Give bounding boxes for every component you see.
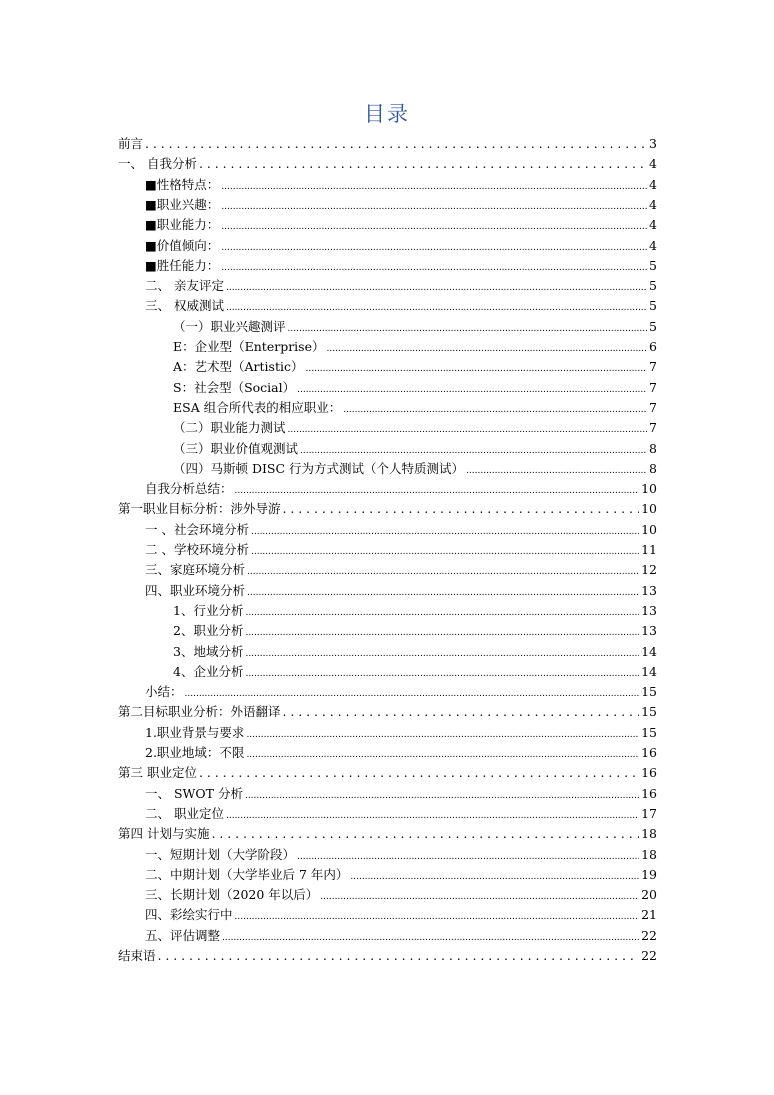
- toc-dot-leader: [283, 499, 640, 519]
- toc-dot-leader: [245, 644, 639, 664]
- toc-entry[interactable]: [145, 520, 657, 540]
- toc-entry-text: 第三 职业定位: [118, 765, 197, 781]
- toc-entry-page-number: 13: [641, 582, 657, 598]
- toc-entry[interactable]: [118, 763, 657, 783]
- toc-entry-page-number: 7: [649, 359, 657, 375]
- toc-entry-page-number: 15: [641, 704, 657, 720]
- toc-entry-page-number: 16: [641, 785, 657, 801]
- toc-entry[interactable]: [145, 885, 657, 905]
- toc-entry[interactable]: [145, 540, 657, 560]
- toc-entry[interactable]: [145, 682, 657, 702]
- toc-dot-leader: [306, 359, 648, 379]
- toc-dot-leader: [288, 319, 648, 339]
- toc-entry-text: 第二目标职业分析：外语翻译: [118, 704, 281, 720]
- toc-entry[interactable]: [145, 723, 657, 743]
- toc-dot-leader: [247, 583, 639, 603]
- toc-entry[interactable]: [145, 784, 657, 804]
- toc-dot-leader: [251, 542, 639, 562]
- toc-dot-leader: [235, 907, 640, 927]
- toc-dot-leader: [145, 134, 647, 154]
- toc-dot-leader: [466, 461, 647, 481]
- toc-entry[interactable]: [118, 154, 657, 174]
- toc-entry[interactable]: [173, 459, 657, 479]
- toc-entry-page-number: 10: [641, 501, 657, 517]
- toc-entry-text: A：艺术型（Artistic）: [173, 359, 304, 375]
- toc-dot-leader: [221, 197, 647, 217]
- toc-dot-leader: [221, 217, 647, 237]
- toc-dot-leader: [247, 562, 639, 582]
- toc-entry-text: 1.职业背景与要求: [145, 724, 245, 740]
- toc-entry-text: 小结：: [145, 684, 183, 700]
- toc-entry-text: ■价值倾向：: [145, 237, 220, 253]
- toc-dot-leader: [221, 258, 647, 278]
- toc-entry[interactable]: [145, 479, 657, 499]
- toc-entry-text: 3、地域分析: [173, 643, 244, 659]
- toc-entry[interactable]: [145, 804, 657, 824]
- toc-entry[interactable]: [145, 296, 657, 316]
- toc-entry[interactable]: [145, 560, 657, 580]
- toc-dot-leader: [221, 177, 647, 197]
- toc-entry-page-number: 7: [649, 420, 657, 436]
- toc-entry-page-number: 6: [649, 339, 657, 354]
- toc-entry-page-number: 22: [641, 927, 657, 943]
- toc-entry-text: 一、 自我分析: [118, 156, 197, 172]
- toc-entry[interactable]: [145, 195, 657, 215]
- toc-entry-page-number: 7: [649, 379, 657, 395]
- toc-entry-page-number: 20: [641, 887, 657, 903]
- toc-entry[interactable]: [118, 702, 657, 722]
- toc-entry-text: 结束语: [118, 948, 156, 963]
- toc-entry[interactable]: [145, 236, 657, 256]
- toc-entry-page-number: 21: [641, 907, 657, 923]
- toc-entry-page-number: 13: [641, 602, 657, 618]
- toc-title: 目录: [364, 102, 410, 126]
- toc-entry[interactable]: [145, 175, 657, 195]
- toc-dot-leader: [300, 441, 647, 461]
- toc-entry-page-number: 14: [641, 663, 657, 679]
- toc-entry[interactable]: [118, 499, 657, 519]
- toc-entry[interactable]: [173, 317, 657, 337]
- toc-entry-text: 四、彩绘实行中: [145, 907, 233, 923]
- toc-entry-text: 三、家庭环境分析: [145, 562, 246, 578]
- toc-entry-text: 二、中期计划（大学毕业后 7 年内）: [145, 866, 349, 882]
- toc-entry[interactable]: [145, 905, 657, 925]
- toc-entry-page-number: 14: [641, 643, 657, 659]
- toc-entry-text: 二、 职业定位: [145, 805, 224, 821]
- toc-entry-page-number: 4: [649, 176, 657, 192]
- toc-dot-leader: [226, 298, 647, 318]
- toc-entry[interactable]: [173, 418, 657, 438]
- toc-entry-text: 一、 SWOT 分析: [145, 785, 243, 801]
- toc-dot-leader: [211, 824, 639, 844]
- toc-dot-leader: [226, 806, 639, 826]
- toc-entry-text: 一 、社会环境分析: [145, 521, 249, 537]
- toc-entry-text: ■性格特点：: [145, 176, 220, 192]
- toc-dot-leader: [158, 946, 640, 966]
- toc-entry-page-number: 4: [649, 217, 657, 233]
- toc-entry[interactable]: [145, 256, 657, 276]
- toc-entry-text: （三）职业价值观测试: [173, 440, 299, 456]
- toc-dot-leader: [326, 339, 647, 359]
- toc-entry[interactable]: [118, 824, 657, 844]
- toc-entry-page-number: 7: [649, 399, 657, 415]
- toc-entry-text: S：社会型（Social）: [173, 379, 296, 395]
- toc-entry[interactable]: [173, 398, 657, 418]
- toc-dot-leader: [343, 400, 647, 420]
- toc-entry[interactable]: [145, 926, 657, 946]
- toc-entry-page-number: 5: [649, 318, 657, 334]
- toc-dot-leader: [297, 380, 647, 400]
- toc-dot-leader: [222, 928, 639, 948]
- toc-entry-page-number: 5: [649, 298, 657, 314]
- toc-entry[interactable]: [145, 276, 657, 296]
- toc-entry[interactable]: [173, 601, 657, 621]
- toc-entry-page-number: 15: [641, 724, 657, 740]
- toc-entry-text: （一）职业兴趣测评: [173, 318, 286, 334]
- toc-dot-leader: [199, 154, 647, 174]
- toc-entry-text: 四、职业环境分析: [145, 582, 246, 598]
- toc-dot-leader: [320, 887, 639, 907]
- toc-entry[interactable]: [145, 743, 657, 763]
- toc-entry-text: ■职业能力：: [145, 217, 220, 233]
- toc-dot-leader: [246, 745, 639, 765]
- toc-entry[interactable]: [173, 357, 657, 377]
- toc-entry[interactable]: [145, 865, 657, 885]
- toc-entry-page-number: 4: [649, 196, 657, 212]
- toc-entry[interactable]: [145, 845, 657, 865]
- toc-entry-page-number: 10: [641, 521, 657, 537]
- toc-entry[interactable]: [118, 134, 657, 154]
- toc-entry-text: 2.职业地域：不限: [145, 745, 245, 760]
- toc-entry-page-number: 18: [641, 846, 657, 862]
- toc-entry-text: 三、长期计划（2020 年以后）: [145, 887, 319, 903]
- toc-entry-text: ■职业兴趣：: [145, 196, 220, 212]
- toc-entry-page-number: 18: [641, 826, 657, 842]
- toc-entry-page-number: 17: [641, 805, 657, 821]
- toc-dot-leader: [288, 420, 648, 440]
- toc-entry-page-number: 5: [649, 257, 657, 273]
- toc-dot-leader: [245, 664, 639, 684]
- toc-entry-page-number: 11: [641, 542, 657, 557]
- toc-entry-text: 二、 亲友评定: [145, 278, 224, 294]
- toc-entry-text: （四）马斯顿 DISC 行为方式测试（个人特质测试）: [173, 460, 465, 476]
- toc-entry-text: 4、企业分析: [173, 663, 244, 679]
- toc-entry-text: （二）职业能力测试: [173, 420, 286, 436]
- toc-entry-page-number: 13: [641, 623, 657, 639]
- toc-entry-text: 前言: [118, 136, 144, 151]
- toc-entry-page-number: 16: [641, 765, 657, 781]
- toc-dot-leader: [251, 522, 639, 542]
- toc-dot-leader: [235, 481, 640, 501]
- toc-entry-text: 2、职业分析: [173, 623, 244, 639]
- toc-entry[interactable]: [173, 642, 657, 662]
- toc-dot-leader: [245, 603, 639, 623]
- toc-entry-page-number: 19: [641, 866, 657, 882]
- toc-entry-page-number: 10: [641, 481, 657, 497]
- toc-entry-page-number: 15: [641, 684, 657, 700]
- toc-entry-text: 五、评估调整: [145, 927, 221, 943]
- toc-dot-leader: [245, 786, 639, 806]
- toc-entry[interactable]: [145, 581, 657, 601]
- toc-entry-text: 自我分析总结：: [145, 481, 233, 497]
- toc-dot-leader: [185, 684, 640, 704]
- toc-entry-text: ESA 组合所代表的相应职业：: [173, 399, 342, 415]
- toc-entry[interactable]: [173, 439, 657, 459]
- toc-entry-page-number: 22: [641, 948, 657, 963]
- toc-entry[interactable]: [173, 337, 657, 357]
- toc-entry-page-number: 8: [649, 460, 657, 476]
- toc-dot-leader: [199, 763, 639, 783]
- toc-entry-page-number: 3: [649, 136, 657, 151]
- toc-entry-page-number: 16: [641, 745, 657, 760]
- toc-entry-text: 三、 权威测试: [145, 298, 224, 314]
- toc-entry-text: 第一职业目标分析：涉外导游: [118, 501, 281, 517]
- toc-entry-text: 二 、学校环境分析: [145, 542, 249, 557]
- toc-dot-leader: [226, 278, 647, 298]
- toc-entry-page-number: 4: [649, 156, 657, 172]
- toc-dot-leader: [245, 623, 639, 643]
- toc-dot-leader: [350, 867, 639, 887]
- toc-entry[interactable]: [173, 621, 657, 641]
- toc-dot-leader: [246, 725, 639, 745]
- toc-entry-page-number: 4: [649, 237, 657, 253]
- toc-dot-leader: [221, 238, 647, 258]
- toc-dot-leader: [297, 847, 639, 867]
- toc-entry-text: 1、行业分析: [173, 602, 244, 618]
- toc-entry[interactable]: [118, 946, 657, 966]
- toc-entry[interactable]: [173, 662, 657, 682]
- toc-dot-leader: [283, 702, 640, 722]
- toc-entry[interactable]: [145, 215, 657, 235]
- toc-entry-page-number: 8: [649, 440, 657, 456]
- toc-entry[interactable]: [173, 378, 657, 398]
- toc-entry-text: 第四 计划与实施: [118, 826, 210, 842]
- toc-entry-text: 一、短期计划（大学阶段）: [145, 846, 296, 862]
- toc-entry-page-number: 5: [649, 278, 657, 294]
- toc-entry-text: ■胜任能力：: [145, 257, 220, 273]
- toc-entry-page-number: 12: [641, 562, 657, 578]
- toc-entry-text: E：企业型（Enterprise）: [173, 339, 325, 354]
